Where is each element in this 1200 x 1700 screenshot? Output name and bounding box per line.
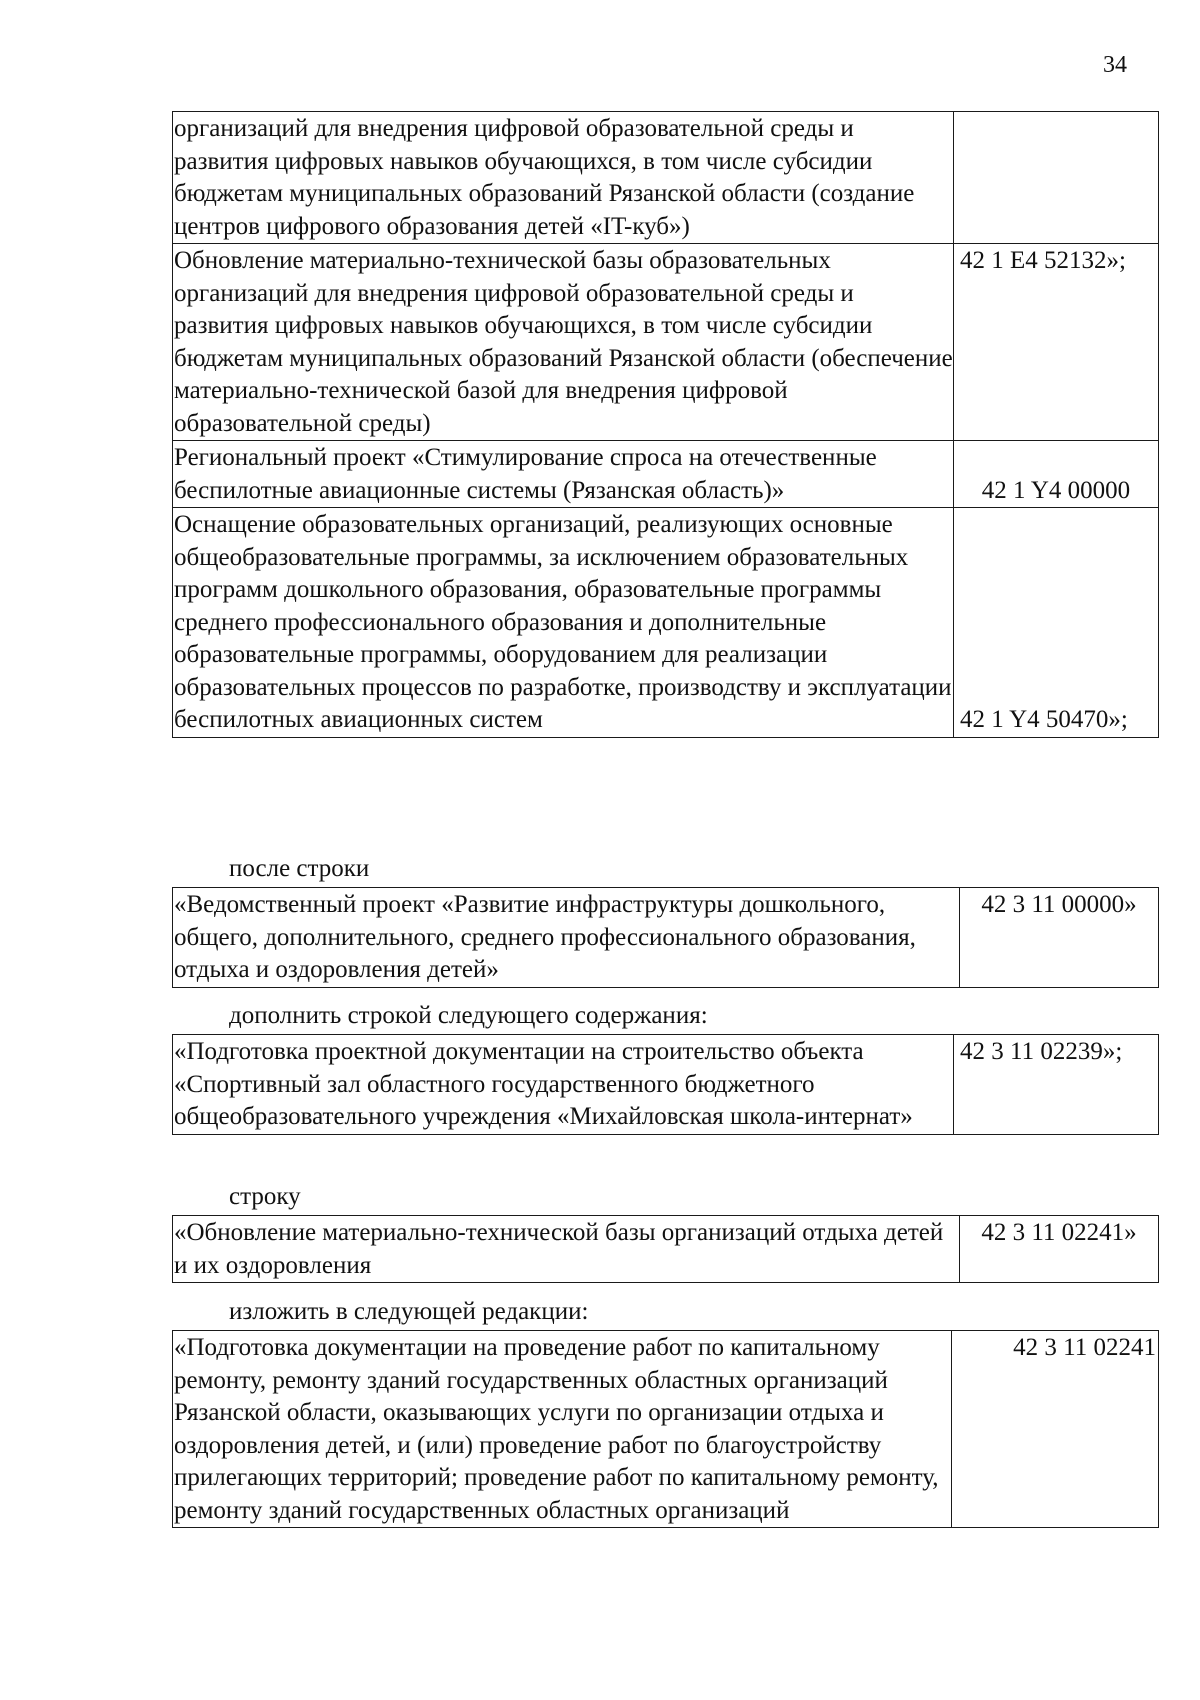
table-row [173, 888, 1159, 988]
row-code: 42 1 Y4 00000 [954, 441, 1159, 508]
table-row [173, 244, 1159, 441]
added-row-table [172, 1034, 1159, 1135]
table-row [173, 1216, 1159, 1283]
table-row [173, 508, 1159, 738]
row-code: 42 3 11 00000» [960, 888, 1159, 988]
row-description: «Подготовка документации на проведение работ по капитальному ремонту, ремонту зданий государственных областных организаций Рязанской области, оказывающих услуги по организации отдыха и оздоровления детей, и (или) проведение работ по благоустройству прилегающих территорий; проведение работ по капитальному ремонту, ремонту зданий государственных областных организаций [173, 1331, 952, 1528]
table-row [173, 1035, 1159, 1135]
row-code: 42 3 11 02239»; [954, 1035, 1159, 1135]
row-code: 42 1 E4 52132»; [954, 244, 1159, 441]
row-description: «Обновление материально-технической базы организаций отдыха детей и их оздоровления [173, 1216, 960, 1283]
row-code: 42 1 Y4 50470»; [954, 508, 1159, 738]
page-number: 34 [1103, 52, 1127, 78]
continuation-table [172, 111, 1159, 738]
reference-row-table [172, 887, 1159, 988]
table-row [173, 441, 1159, 508]
instruction-add-row: дополнить строкой следующего содержания: [229, 1002, 708, 1029]
row-description: «Ведомственный проект «Развитие инфраструктуры дошкольного, общего, дополнительного, среднего профессионального образования, отдыха и оздоровления детей» [173, 888, 960, 988]
instruction-new-edition: изложить в следующей редакции: [229, 1298, 589, 1325]
row-description: «Подготовка проектной документации на строительство объекта «Спортивный зал областного государственного бюджетного общеобразовательного учреждения «Михайловская школа-интернат» [173, 1035, 954, 1135]
row-code: 42 3 11 02241» [960, 1216, 1159, 1283]
old-row-table [172, 1215, 1159, 1283]
row-code [954, 112, 1159, 244]
new-edition-table [172, 1330, 1159, 1528]
row-description: Оснащение образовательных организаций, реализующих основные общеобразовательные программы, за исключением образовательных программ дошкольного образования, образовательные программы среднего профессионального образования и дополнительные образовательные программы, оборудованием для реализации образовательных процессов по разработке, производству и эксплуатации беспилотных авиационных систем [173, 508, 954, 738]
instruction-row: строку [229, 1183, 301, 1210]
table-row [173, 1331, 1159, 1528]
instruction-after-row: после строки [229, 855, 370, 882]
row-description: Обновление материально-технической базы образовательных организаций для внедрения цифровой образовательной среды и развития цифровых навыков обучающихся, в том числе субсидии бюджетам муниципальных образований Рязанской области (обеспечение материально-технической базой для внедрения цифровой образовательной среды) [173, 244, 954, 441]
table-row [173, 112, 1159, 244]
row-description: Региональный проект «Стимулирование спроса на отечественные беспилотные авиационные системы (Рязанская область)» [173, 441, 954, 508]
row-description: организаций для внедрения цифровой образовательной среды и развития цифровых навыков обучающихся, в том числе субсидии бюджетам муниципальных образований Рязанской области (создание центров цифрового образования детей «IT-куб») [173, 112, 954, 244]
row-code: 42 3 11 02241 [952, 1331, 1159, 1528]
